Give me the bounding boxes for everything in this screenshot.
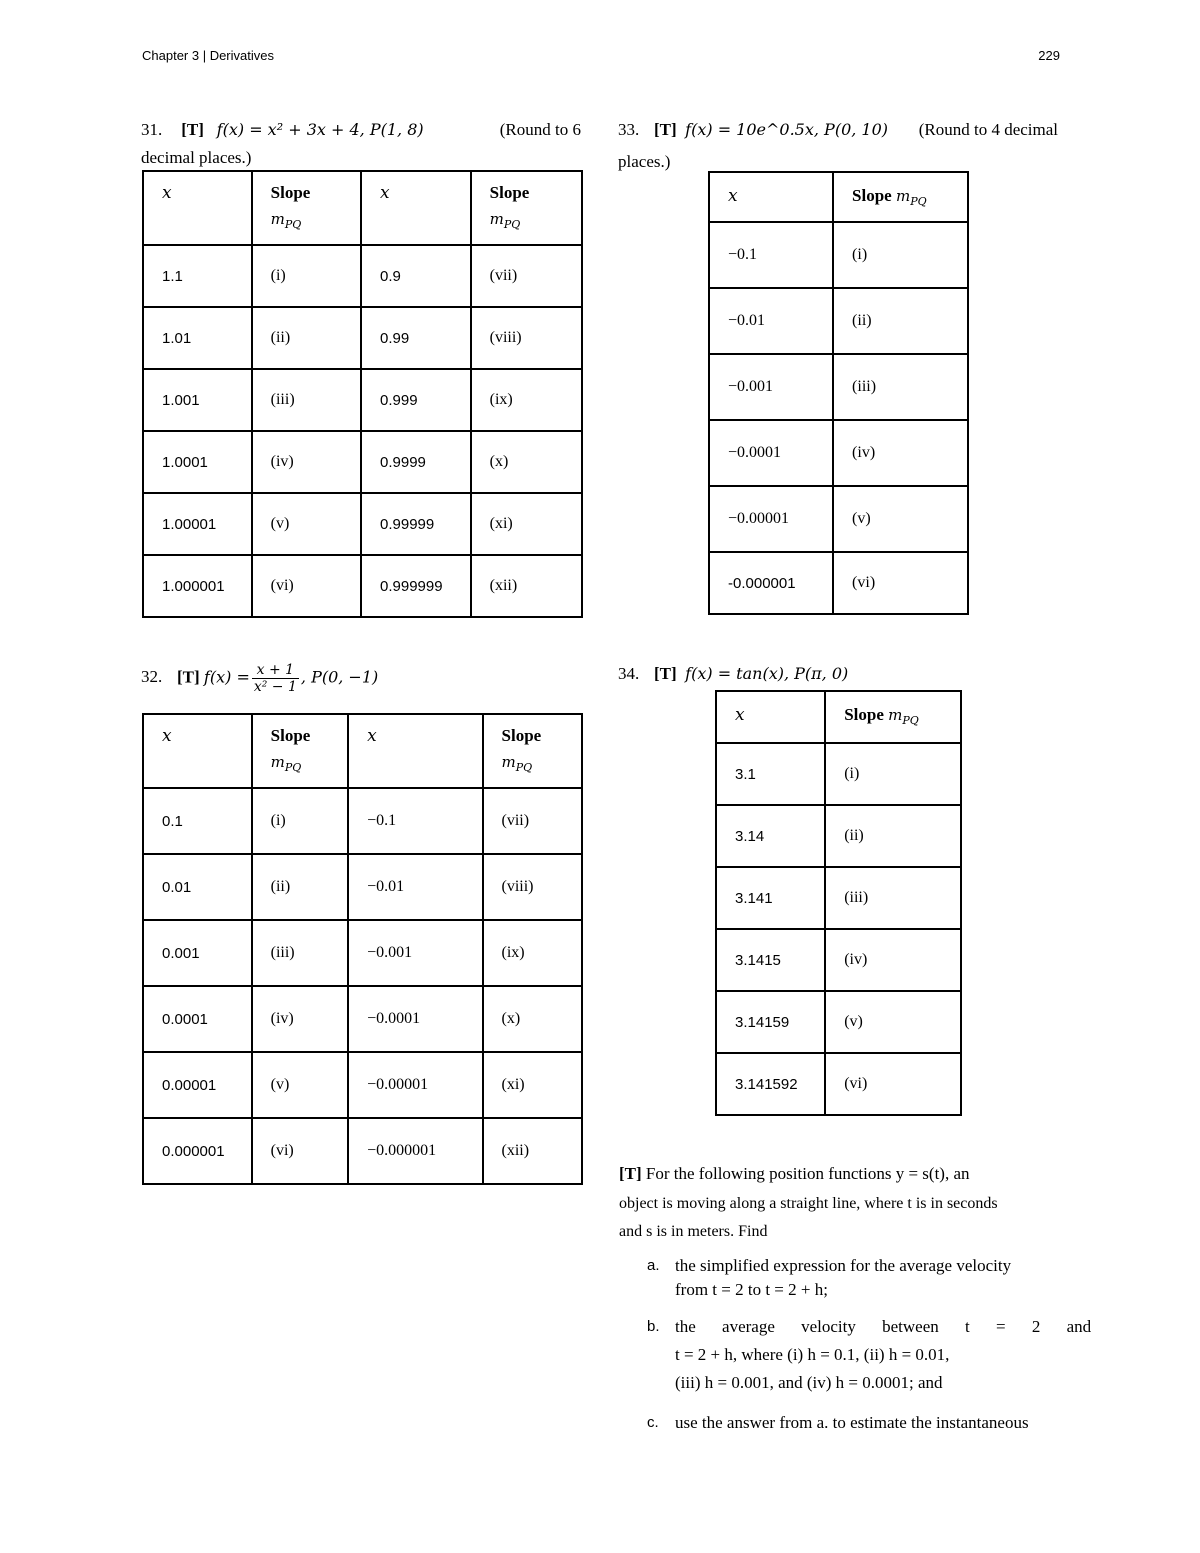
problem-32-statement (141, 662, 581, 695)
list-item-line: (iii) h = 0.001, and (iv) h = 0.0001; and (675, 1373, 943, 1392)
table-row (716, 991, 961, 1053)
running-header: Chapter 3 | Derivatives (142, 48, 274, 63)
slope-label: (ii) (252, 307, 361, 369)
x-value: 1.0001 (143, 431, 252, 493)
table-row (143, 1118, 582, 1184)
slope-label: (i) (252, 245, 361, 307)
table-row (143, 245, 582, 307)
slope-label: (iii) (252, 369, 361, 431)
list-item-line: from t = 2 to t = 2 + h; (675, 1280, 828, 1299)
x-value: −0.001 (709, 354, 833, 420)
x-value: 1.01 (143, 307, 252, 369)
table-row (709, 486, 968, 552)
x-value: −0.000001 (348, 1118, 482, 1184)
x-value: 0.00001 (143, 1052, 252, 1118)
problem-34-statement (618, 659, 1058, 689)
x-value: 0.000001 (143, 1118, 252, 1184)
x-value: 0.999999 (361, 555, 471, 617)
x-value: −0.00001 (709, 486, 833, 552)
slope-label: (ii) (252, 854, 349, 920)
problem-32-number: 32. (141, 667, 163, 687)
x-value: 3.141592 (716, 1053, 825, 1115)
x-value: −0.01 (348, 854, 482, 920)
problem-31-function: f(x) = x² + 3x + 4, P(1, 8) (216, 120, 424, 139)
slope-label: (x) (471, 431, 582, 493)
table-row (143, 1052, 582, 1118)
table-row (709, 354, 968, 420)
slope-label: (viii) (483, 854, 582, 920)
header-slope: Slope $m_{PQ}$ (252, 714, 349, 788)
table-row (143, 431, 582, 493)
problem-31-tag: [T] (181, 120, 204, 139)
problem-31-note-cont: decimal places.) (141, 148, 252, 167)
slope-label: (vi) (252, 1118, 349, 1184)
problem-34-number: 34. (618, 664, 640, 683)
x-value: 0.99 (361, 307, 471, 369)
problem-33-function: f(x) = 10e^0.5x, P(0, 10) (685, 120, 889, 139)
x-value: −0.1 (709, 222, 833, 288)
x-value: 0.001 (143, 920, 252, 986)
list-item-line: the average velocity between t = 2 and (675, 1317, 1092, 1336)
header-slope: Slope $m_{PQ}$ (252, 171, 361, 245)
slope-label: (xii) (483, 1118, 582, 1184)
x-value: −0.1 (348, 788, 482, 854)
list-item-line: t = 2 + h, where (i) h = 0.1, (ii) h = 0.01, (675, 1345, 950, 1364)
x-value: −0.0001 (709, 420, 833, 486)
intro-tag: [T] (619, 1164, 642, 1183)
intro-line-1: For the following position functions y = s(t), an (645, 1164, 970, 1183)
table-row (143, 555, 582, 617)
x-value: 1.00001 (143, 493, 252, 555)
x-value: 3.14 (716, 805, 825, 867)
intro-line-2: object is moving along a straight line, where t is in seconds (619, 1195, 998, 1212)
x-value: 3.1 (716, 743, 825, 805)
fraction-denominator: x² − 1 (253, 679, 297, 695)
slope-label: (vii) (471, 245, 582, 307)
slope-label: (v) (833, 486, 968, 552)
slope-label: (v) (825, 991, 961, 1053)
problem-34-table (715, 690, 962, 1116)
slope-label: (vi) (833, 552, 968, 614)
table-row (143, 854, 582, 920)
table-row (143, 369, 582, 431)
x-value: 0.999 (361, 369, 471, 431)
header-slope: Slope $m_{PQ}$ (483, 714, 582, 788)
problem-33-note-cont: places.) (618, 152, 671, 171)
x-value: 3.141 (716, 867, 825, 929)
slope-label: (v) (252, 493, 361, 555)
problem-34-function: f(x) = tan(x), P(π, 0) (685, 664, 849, 683)
slope-label: (xi) (483, 1052, 582, 1118)
x-value: 1.000001 (143, 555, 252, 617)
problem-33-number: 33. (618, 120, 640, 139)
slope-label: (ix) (471, 369, 582, 431)
intro-line-3: and s is in meters. Find (619, 1223, 768, 1240)
slope-label: (iii) (825, 867, 961, 929)
header-x: x (709, 172, 833, 222)
x-value: 3.1415 (716, 929, 825, 991)
header-x: x (716, 691, 825, 743)
table-row (716, 929, 961, 991)
list-label: c. (647, 1414, 659, 1431)
problem-33-table (708, 171, 969, 615)
slope-label: (v) (252, 1052, 349, 1118)
table-row (143, 920, 582, 986)
problem-33-note: (Round to 4 decimal (918, 120, 1058, 139)
problem-31-table (142, 170, 583, 618)
problem-31-number: 31. (141, 120, 163, 139)
header-slope-text: Slope (852, 186, 892, 205)
x-value: 0.01 (143, 854, 252, 920)
x-value: −0.001 (348, 920, 482, 986)
x-value: 0.0001 (143, 986, 252, 1052)
slope-label: (xii) (471, 555, 582, 617)
slope-label: (viii) (471, 307, 582, 369)
x-value: 3.14159 (716, 991, 825, 1053)
slope-label: (iv) (825, 929, 961, 991)
list-item (647, 1313, 1092, 1403)
table-row (143, 493, 582, 555)
slope-label: (iv) (833, 420, 968, 486)
problem-31-note: (Round to 6 (499, 120, 581, 139)
x-value: 0.9999 (361, 431, 471, 493)
problem-32-tag: [T] (177, 667, 200, 687)
table-row (716, 1053, 961, 1115)
slope-label: (i) (252, 788, 349, 854)
slope-label: (iv) (252, 986, 349, 1052)
x-value: −0.01 (709, 288, 833, 354)
slope-label: (iv) (252, 431, 361, 493)
slope-label: (iii) (833, 354, 968, 420)
slope-label: (i) (833, 222, 968, 288)
list-item (647, 1409, 1059, 1439)
problem-32-fraction (252, 662, 299, 695)
table-row (143, 986, 582, 1052)
table-row (716, 743, 961, 805)
header-slope: Slope $m_{PQ}$ (471, 171, 582, 245)
table-row (709, 552, 968, 614)
table-row (716, 867, 961, 929)
problem-32-table (142, 713, 583, 1185)
list-label: b. (647, 1318, 660, 1335)
table-row (709, 222, 968, 288)
list-item-line: use the answer from a. to estimate the instantaneous (675, 1413, 1029, 1432)
slope-label: (ii) (833, 288, 968, 354)
table-row (709, 420, 968, 486)
table-row (143, 788, 582, 854)
slope-label: (vi) (825, 1053, 961, 1115)
problem-31-statement (141, 115, 581, 173)
slope-label: (xi) (471, 493, 582, 555)
slope-label: (i) (825, 743, 961, 805)
x-value: 0.9 (361, 245, 471, 307)
list-item-line: the simplified expression for the average velocity (675, 1256, 1012, 1275)
table-row (716, 805, 961, 867)
x-value: −0.0001 (348, 986, 482, 1052)
header-slope: Slope $m_{PQ}$ (825, 691, 961, 743)
list-label: a. (647, 1257, 660, 1274)
header-x: x (361, 171, 471, 245)
problem-32-point: , P(0, −1) (300, 667, 379, 687)
slope-label: (vii) (483, 788, 582, 854)
slope-label: (vi) (252, 555, 361, 617)
problem-32-function-lhs: f(x) = (203, 667, 250, 687)
x-value: −0.00001 (348, 1052, 482, 1118)
position-intro (619, 1160, 1059, 1246)
x-value: 0.99999 (361, 493, 471, 555)
header-x: x (143, 171, 252, 245)
header-x: x (348, 714, 482, 788)
problem-34-tag: [T] (654, 664, 677, 683)
slope-label: (iii) (252, 920, 349, 986)
header-slope: Slope $m_{PQ}$ (833, 172, 968, 222)
slope-label: (ii) (825, 805, 961, 867)
x-value: -0.000001 (709, 552, 833, 614)
header-x: x (143, 714, 252, 788)
slope-label: (x) (483, 986, 582, 1052)
fraction-numerator: x + 1 (252, 662, 299, 679)
table-row (143, 307, 582, 369)
page-number: 229 (1038, 48, 1060, 63)
problem-33-tag: [T] (654, 120, 677, 139)
problem-33-statement (618, 115, 1058, 177)
slope-label: (ix) (483, 920, 582, 986)
list-item (647, 1252, 1059, 1312)
x-value: 1.001 (143, 369, 252, 431)
x-value: 1.1 (143, 245, 252, 307)
table-row (709, 288, 968, 354)
x-value: 0.1 (143, 788, 252, 854)
